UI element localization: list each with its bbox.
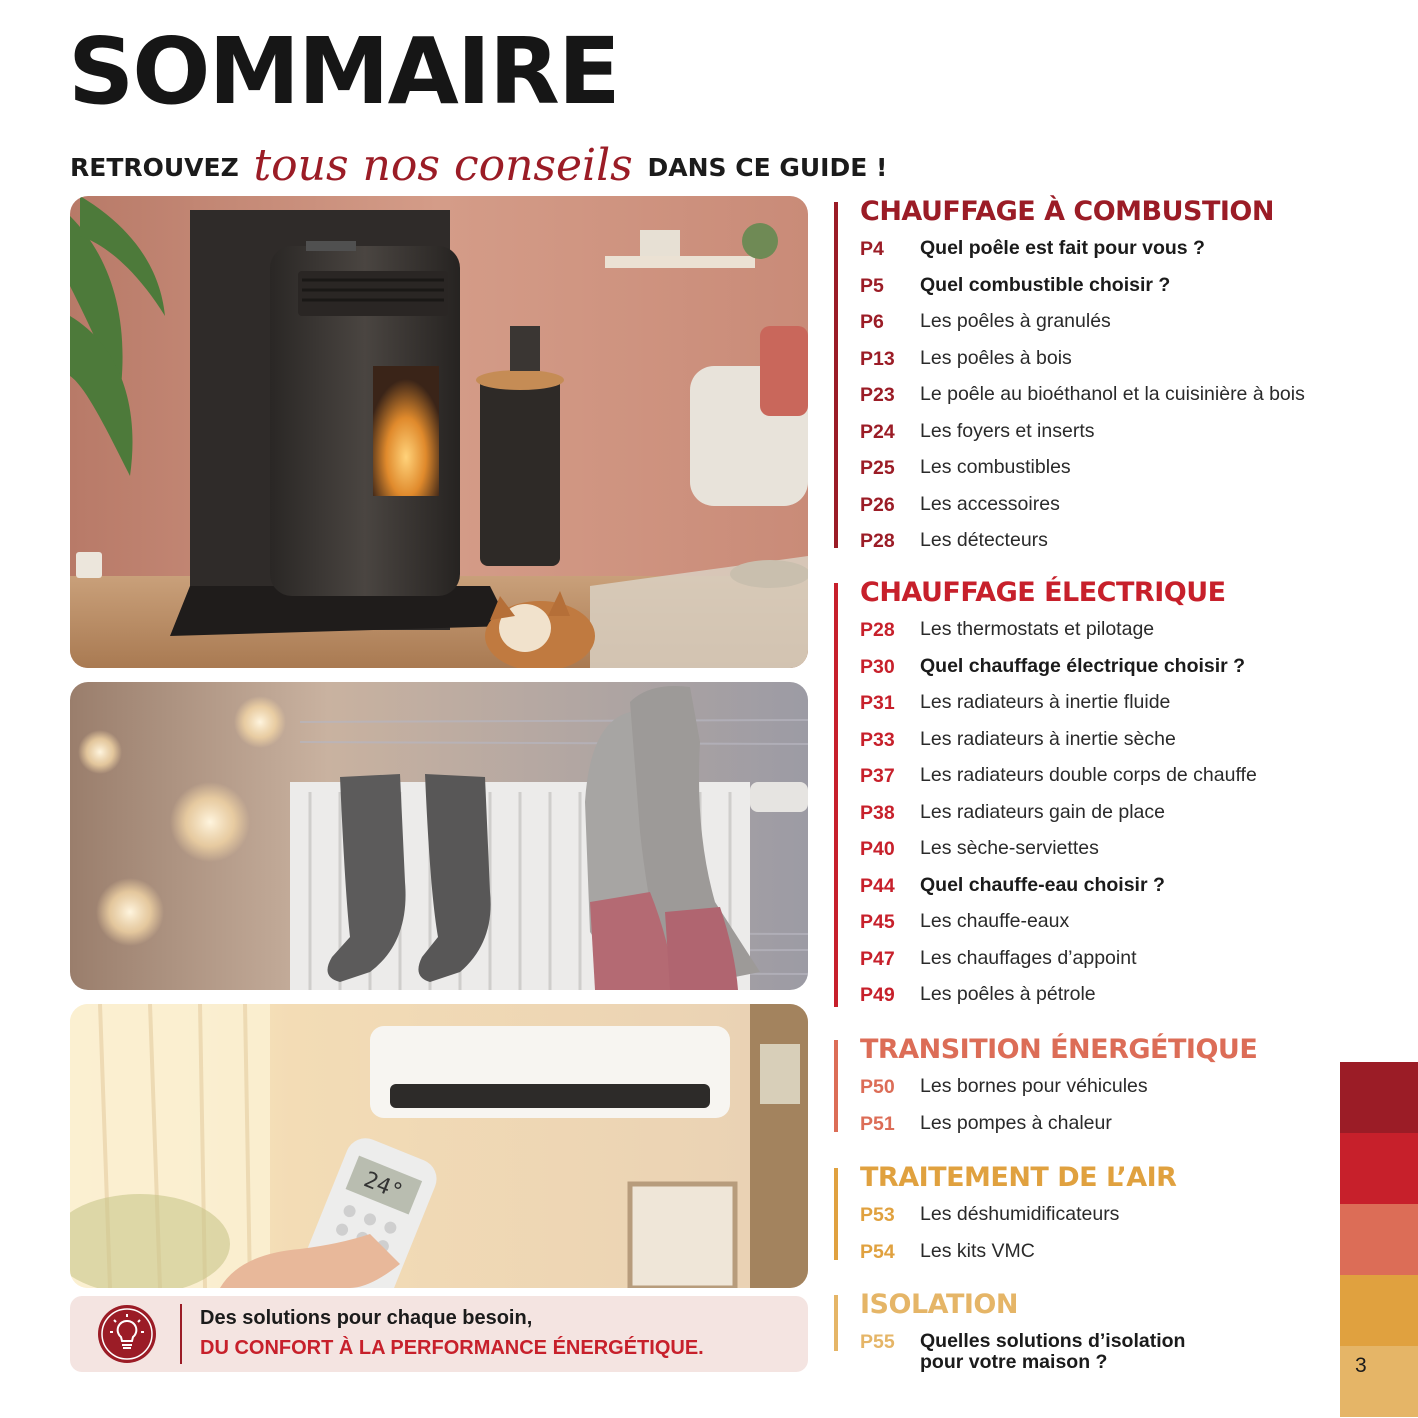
- page-title: SOMMAIRE: [68, 18, 619, 125]
- toc-entry-page: P40: [860, 838, 895, 860]
- toc-entry-page: P51: [860, 1112, 895, 1135]
- toc-entry-page: P6: [860, 311, 884, 333]
- toc-entry-label: Les détecteurs: [920, 529, 1048, 551]
- page-subtitle: [70, 136, 888, 191]
- toc-entry-label: Les combustibles: [920, 456, 1071, 478]
- toc-entry-label: Quel poêle est fait pour vous ?: [920, 237, 1205, 259]
- toc-entry-page: P50: [860, 1076, 895, 1098]
- side-tab-isolation: [1340, 1346, 1418, 1417]
- toc-entry-label: Les radiateurs à inertie sèche: [920, 727, 1176, 750]
- toc-entry-label: Les kits VMC: [920, 1239, 1035, 1262]
- page-number: 3: [1355, 1354, 1367, 1377]
- info-banner: [70, 1296, 808, 1372]
- air-conditioner-remote-photo: [70, 1004, 808, 1288]
- section-title: TRANSITION ÉNERGÉTIQUE: [860, 1034, 1258, 1065]
- subtitle-script-text: tous nos conseils: [253, 140, 633, 191]
- toc-entry-label: Les radiateurs gain de place: [920, 800, 1165, 823]
- toc-entry-label: Les poêles à pétrole: [920, 983, 1096, 1005]
- section-accent-bar: [834, 202, 838, 548]
- toc-entry-page: P23: [860, 384, 895, 406]
- section-title: CHAUFFAGE À COMBUSTION: [860, 196, 1274, 227]
- toc-entry-label: Les radiateurs double corps de chauffe: [920, 764, 1257, 786]
- toc-entry-page: P4: [860, 238, 884, 260]
- toc-entry-label: Les pompes à chaleur: [920, 1111, 1112, 1134]
- remote-display-text: 24°: [360, 1167, 407, 1206]
- radiator-socks-photo: [70, 682, 808, 990]
- toc-entry-page: P53: [860, 1204, 895, 1226]
- section-accent-bar: [834, 1168, 838, 1260]
- toc-entry-label: Les poêles à granulés: [920, 310, 1111, 332]
- banner-divider: [180, 1304, 182, 1364]
- toc-entry-page: P38: [860, 801, 895, 824]
- pellet-stove-living-room-photo: [70, 196, 808, 668]
- toc-entry-page: P5: [860, 274, 884, 297]
- toc-entry-label: Les chauffe-eaux: [920, 910, 1070, 932]
- toc-entry-label: Les poêles à bois: [920, 346, 1072, 369]
- toc-entry-page: P31: [860, 692, 895, 714]
- toc-entry-page: P45: [860, 911, 895, 933]
- toc-entry-page: P24: [860, 420, 895, 443]
- toc-entry-page: P44: [860, 874, 895, 897]
- toc-entry-page: P49: [860, 984, 895, 1006]
- toc-entry-page: P54: [860, 1240, 895, 1263]
- lightbulb-icon: [98, 1305, 156, 1363]
- toc-entry-page: P47: [860, 947, 895, 970]
- banner-line-1: Des solutions pour chaque besoin,: [200, 1307, 533, 1329]
- toc-entry-label: Quel chauffe-eau choisir ?: [920, 873, 1165, 896]
- toc-entry-label: Les accessoires: [920, 492, 1060, 515]
- section-title: CHAUFFAGE ÉLECTRIQUE: [860, 577, 1226, 608]
- toc-entry-page: P28: [860, 619, 895, 641]
- toc-entry-label: Le poêle au bioéthanol et la cuisinière à bois: [920, 383, 1305, 405]
- toc-entry-page: P33: [860, 728, 895, 751]
- side-tab-electrique: [1340, 1133, 1418, 1204]
- toc-entry-label: Les déshumidificateurs: [920, 1203, 1120, 1225]
- toc-entry-label: Quel combustible choisir ?: [920, 273, 1171, 296]
- toc-entry-label-line: pour votre maison ?: [920, 1351, 1108, 1373]
- toc-entry-label: Les chauffages d’appoint: [920, 946, 1137, 969]
- toc-entry-label: Les foyers et inserts: [920, 419, 1095, 442]
- section-accent-bar: [834, 1040, 838, 1132]
- toc-entry-page: P13: [860, 347, 895, 370]
- section-accent-bar: [834, 583, 838, 1007]
- toc-entry-page: P30: [860, 655, 895, 678]
- toc-entry-page: P37: [860, 765, 895, 787]
- toc-entry-label: Les radiateurs à inertie fluide: [920, 691, 1171, 713]
- toc-entry-label: Les sèche-serviettes: [920, 837, 1099, 859]
- side-tab-transition: [1340, 1204, 1418, 1275]
- side-tab-combustion: [1340, 1062, 1418, 1133]
- section-accent-bar: [834, 1295, 838, 1351]
- subtitle-suffix: DANS CE GUIDE !: [647, 153, 888, 182]
- section-title: TRAITEMENT DE L’AIR: [860, 1162, 1177, 1193]
- toc-entry-label: Quel chauffage électrique choisir ?: [920, 654, 1246, 677]
- section-title: ISOLATION: [860, 1289, 1018, 1320]
- toc-entry-label-line: Quelles solutions d’isolation: [920, 1330, 1186, 1352]
- side-tab-air: [1340, 1275, 1418, 1346]
- banner-line-2: DU CONFORT À LA PERFORMANCE ÉNERGÉTIQUE.: [200, 1337, 704, 1359]
- subtitle-prefix: RETROUVEZ: [70, 153, 239, 182]
- toc-entry-page: P26: [860, 493, 895, 516]
- toc-entry-page: P28: [860, 530, 895, 552]
- toc-entry-page: P55: [860, 1331, 895, 1353]
- toc-entry-label: Les bornes pour véhicules: [920, 1075, 1148, 1097]
- toc-entry-label: [920, 1331, 1185, 1373]
- toc-entry-page: P25: [860, 457, 895, 479]
- toc-entry-label: Les thermostats et pilotage: [920, 618, 1155, 640]
